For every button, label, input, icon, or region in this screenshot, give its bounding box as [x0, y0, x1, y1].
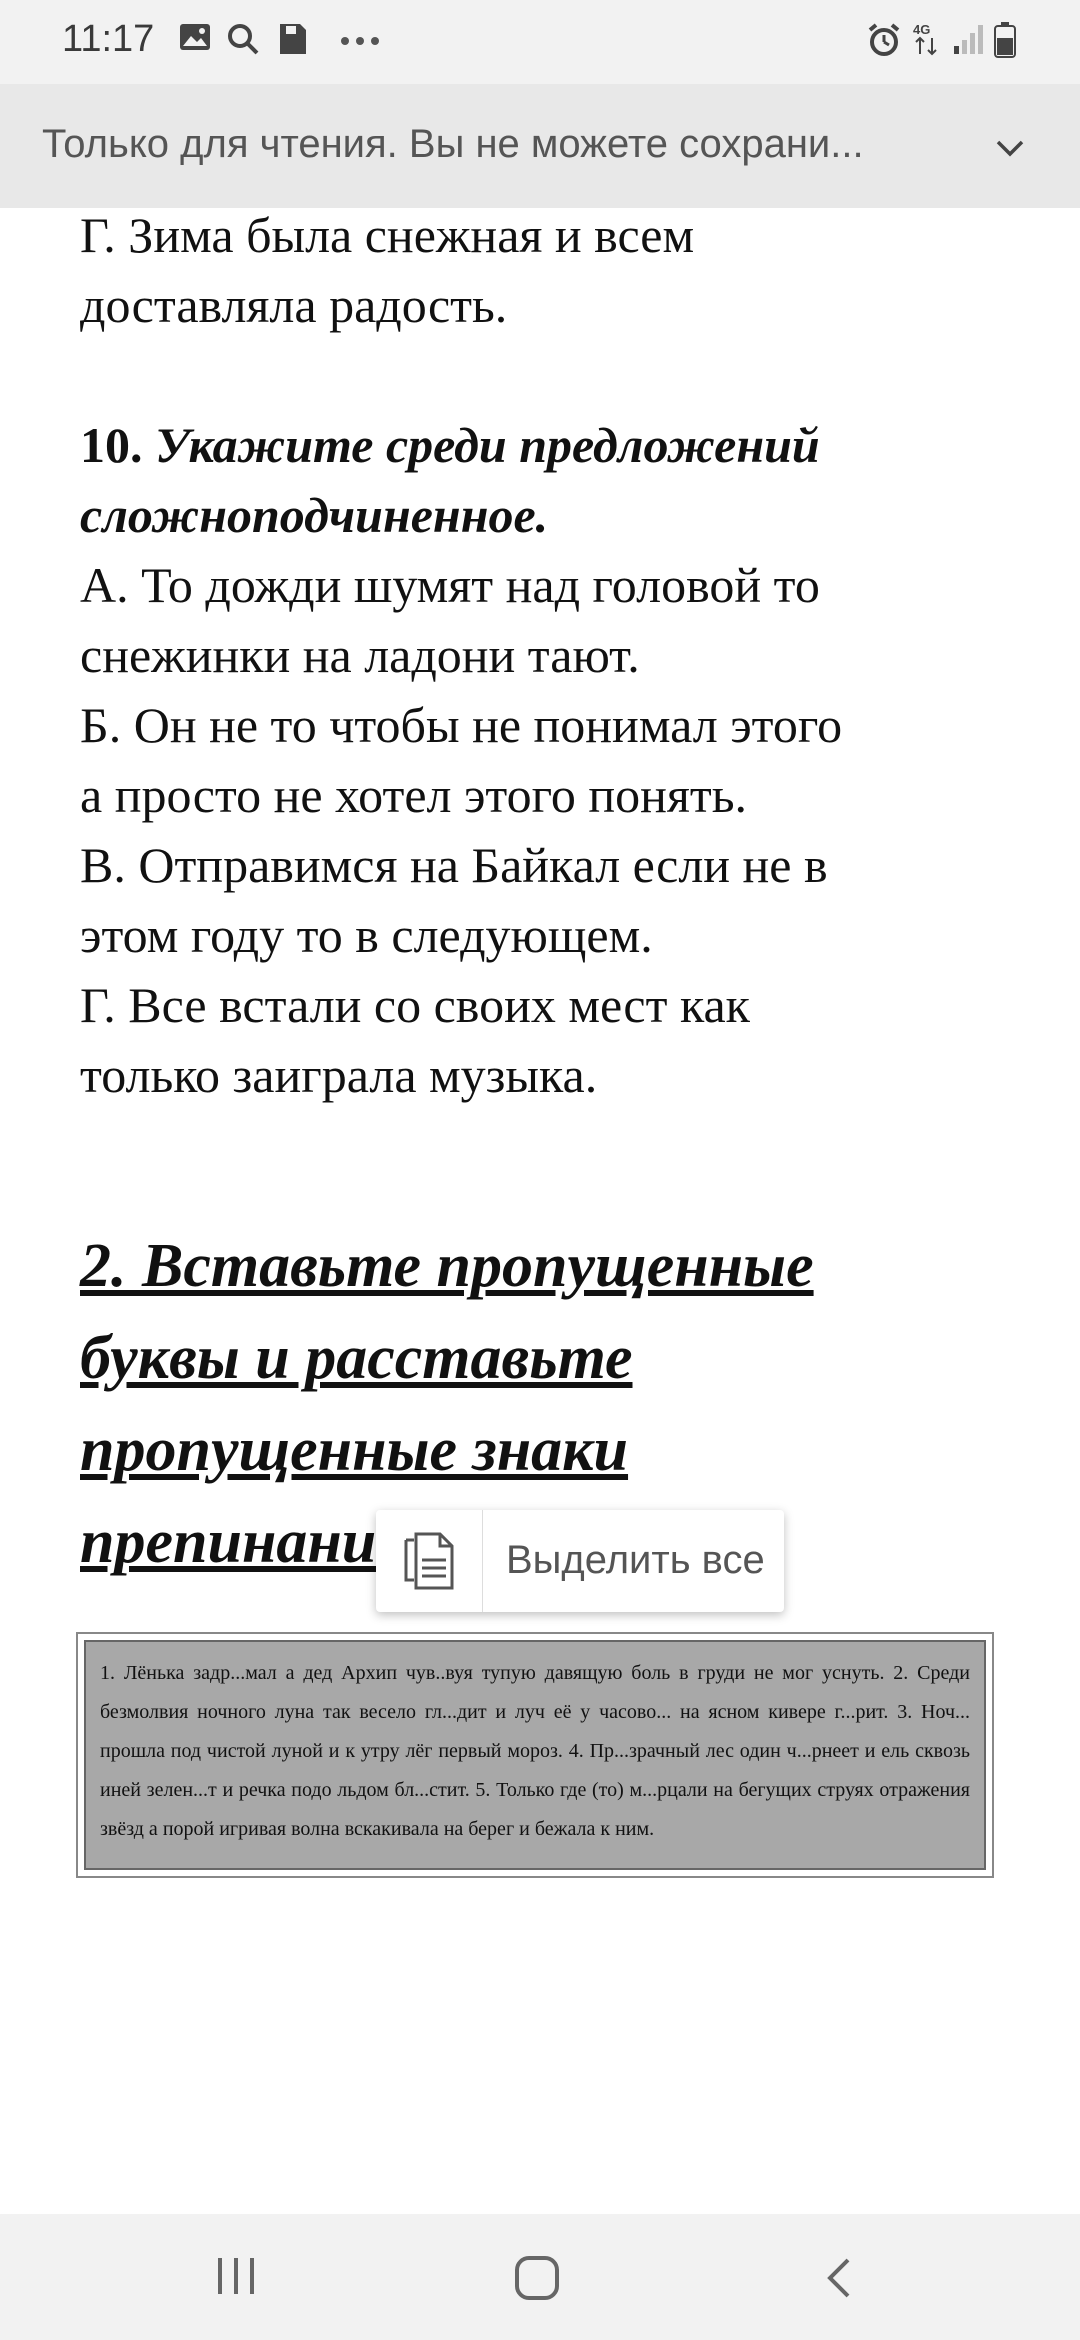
- heading-line: буквы и расставьте: [80, 1324, 633, 1392]
- heading-line: пропущенные знаки: [80, 1416, 629, 1484]
- heading-line: препинани: [80, 1508, 377, 1576]
- save-icon: [278, 22, 308, 56]
- heading-line: 2. Вставьте пропущенные: [80, 1232, 814, 1300]
- document-content: [80, 200, 1000, 1110]
- gallery-icon: [178, 22, 212, 52]
- alarm-icon: [866, 22, 902, 58]
- context-menu: [376, 1510, 784, 1612]
- text-line: доставляла радость.: [80, 277, 508, 333]
- answer-line: В. Отправимся на Байкал если не в: [80, 837, 828, 893]
- answer-line: А. То дожди шумят над головой то: [80, 557, 820, 613]
- copy-icon: [400, 1530, 460, 1592]
- navigation-bar: [0, 2214, 1080, 2340]
- select-all-button[interactable]: Выделить все: [506, 1538, 765, 1582]
- status-time: 11:17: [62, 18, 155, 60]
- status-bar: [0, 0, 1080, 84]
- chevron-down-icon[interactable]: [990, 128, 1030, 168]
- signal-icon: [952, 22, 986, 56]
- embedded-image: [76, 1632, 994, 1878]
- answer-line: снежинки на ладони тают.: [80, 627, 640, 683]
- question-10-title: [80, 410, 1000, 480]
- network-4g-icon: [912, 20, 942, 60]
- banner-text: Только для чтения. Вы не можете сохрани...: [42, 122, 864, 166]
- question-prompt: сложноподчиненное.: [80, 487, 549, 543]
- back-icon[interactable]: [820, 2254, 860, 2302]
- battery-icon: [994, 22, 1016, 58]
- image-text: 1. Лёнька задр...мал а дед Архип чув..вуя тупую давящую боль в груди не мог уснуть. 2. Среди безмолвия ночного луна так весело гл...дит и луч её у часово... на ясном кивере г...рит. 3. Ноч... прошла под чистой луной и к утру лёг первый мороз. 4. Пр...зрачный лес один ч...рнеет и ель сквозь иней зелен...т и речка подо льдом бл...стит. 5. Только где (то) м...рцали на бегущих струях отражения звёзд а порой игривая волна вскакивала на берег и бежала к ним.: [100, 1662, 970, 1840]
- answer-line: только заиграла музыка.: [80, 1047, 598, 1103]
- recents-icon[interactable]: [212, 2254, 262, 2298]
- copy-button[interactable]: [376, 1510, 483, 1612]
- question-number: 10.: [80, 417, 143, 473]
- answer-line: этом году то в следующем.: [80, 907, 653, 963]
- search-icon: [226, 22, 260, 56]
- answer-line: Б. Он не то чтобы не понимал этого: [80, 697, 843, 753]
- text-line: Г. Зима была снежная и всем: [80, 207, 695, 263]
- svg-text:4G: 4G: [913, 22, 931, 37]
- home-icon[interactable]: [512, 2254, 562, 2302]
- answer-line: Г. Все встали со своих мест как: [80, 977, 750, 1033]
- more-icon: [340, 36, 380, 46]
- question-prompt: Укажите среди предложений: [155, 417, 820, 473]
- read-only-banner[interactable]: [0, 84, 1080, 208]
- answer-line: а просто не хотел этого понять.: [80, 767, 748, 823]
